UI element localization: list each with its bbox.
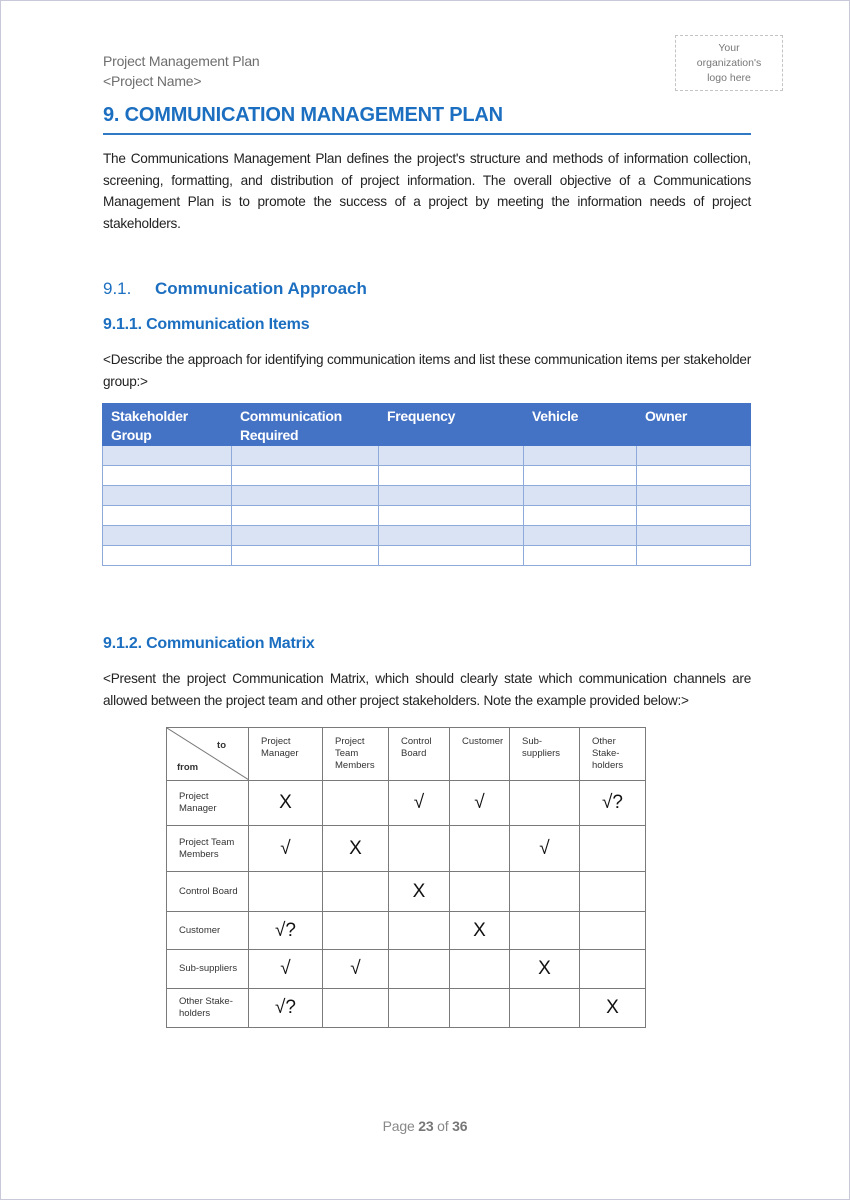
matrix-col-other-stakeholders: Other Stake-holders: [580, 728, 646, 781]
table-row: [103, 546, 751, 566]
matrix-cell: X: [510, 950, 580, 989]
table-row: [103, 446, 751, 466]
table-header-row: [103, 404, 751, 446]
matrix-cell: [580, 950, 646, 989]
matrix-col-project-team-members: Project Team Members: [323, 728, 389, 781]
table-cell[interactable]: [103, 506, 232, 526]
matrix-header-row: [167, 728, 646, 781]
table-cell[interactable]: [379, 526, 524, 546]
logo-placeholder: [675, 35, 783, 91]
table-cell[interactable]: [524, 546, 637, 566]
matrix-cell: [389, 826, 450, 872]
matrix-row-label: Control Board: [167, 872, 249, 912]
table-cell[interactable]: [379, 506, 524, 526]
table-cell[interactable]: [379, 466, 524, 486]
matrix-row-label: Other Stake-holders: [167, 989, 249, 1028]
table-row: [103, 486, 751, 506]
corner-from-label: from: [177, 762, 199, 773]
matrix-cell: [389, 912, 450, 950]
matrix-corner: [167, 728, 249, 781]
col-vehicle: Vehicle: [524, 404, 637, 446]
matrix-cell: [510, 872, 580, 912]
table-cell[interactable]: [637, 546, 751, 566]
table-row: [103, 526, 751, 546]
corner-to-label: to: [217, 740, 226, 751]
matrix-cell: X: [249, 781, 323, 826]
page-total: 36: [452, 1118, 468, 1134]
matrix-cell: √: [450, 781, 510, 826]
matrix-cell: [580, 912, 646, 950]
subsection-title: Communication Approach: [155, 279, 367, 298]
matrix-cell: X: [323, 826, 389, 872]
matrix-heading: 9.1.2. Communication Matrix: [103, 635, 315, 652]
col-frequency: Frequency: [379, 404, 524, 446]
table-cell[interactable]: [103, 466, 232, 486]
table-cell[interactable]: [232, 506, 379, 526]
matrix-cell: √: [249, 826, 323, 872]
table-cell[interactable]: [637, 446, 751, 466]
matrix-row: [167, 872, 646, 912]
matrix-col-project-manager: Project Manager: [249, 728, 323, 781]
matrix-cell: [323, 989, 389, 1028]
subsection-number: 9.1.: [103, 279, 132, 298]
matrix-cell: [450, 989, 510, 1028]
table-cell[interactable]: [232, 446, 379, 466]
matrix-cell: √: [323, 950, 389, 989]
table-cell[interactable]: [524, 506, 637, 526]
matrix-col-customer: Customer: [450, 728, 510, 781]
table-row: [103, 506, 751, 526]
matrix-cell: √?: [249, 989, 323, 1028]
matrix-cell: [389, 950, 450, 989]
table-row: [103, 466, 751, 486]
matrix-cell: [323, 872, 389, 912]
table-cell[interactable]: [232, 486, 379, 506]
matrix-cell: [510, 781, 580, 826]
table-cell[interactable]: [103, 546, 232, 566]
matrix-cell: [249, 872, 323, 912]
col-owner: Owner: [637, 404, 751, 446]
matrix-cell: [323, 912, 389, 950]
table-cell[interactable]: [379, 546, 524, 566]
communication-matrix: [166, 727, 646, 1028]
matrix-cell: √: [510, 826, 580, 872]
subsection-heading: [103, 279, 367, 299]
matrix-col-control-board: Control Board: [389, 728, 450, 781]
communication-items-table: [102, 403, 751, 566]
matrix-row: [167, 826, 646, 872]
matrix-cell: √: [249, 950, 323, 989]
matrix-cell: [450, 950, 510, 989]
logo-line-2: organization's: [696, 57, 762, 69]
matrix-row-label: Customer: [167, 912, 249, 950]
table-cell[interactable]: [103, 486, 232, 506]
matrix-cell: √: [389, 781, 450, 826]
items-heading: 9.1.1. Communication Items: [103, 316, 310, 333]
matrix-cell: X: [450, 912, 510, 950]
matrix-row-label: Sub-suppliers: [167, 950, 249, 989]
matrix-cell: X: [580, 989, 646, 1028]
matrix-cell: [510, 989, 580, 1028]
matrix-cell: [450, 872, 510, 912]
matrix-cell: [580, 826, 646, 872]
matrix-cell: [580, 872, 646, 912]
matrix-row: [167, 912, 646, 950]
document-title: Project Management Plan: [103, 53, 260, 69]
table-cell[interactable]: [232, 546, 379, 566]
matrix-cell: [510, 912, 580, 950]
table-cell[interactable]: [637, 486, 751, 506]
page-footer: [0, 1118, 850, 1134]
table-cell[interactable]: [524, 446, 637, 466]
items-description: <Describe the approach for identifying communication items and list these communication items per stakeholder group:>: [103, 352, 751, 389]
table-cell[interactable]: [524, 466, 637, 486]
table-cell[interactable]: [232, 466, 379, 486]
table-cell[interactable]: [232, 526, 379, 546]
matrix-cell: √?: [580, 781, 646, 826]
matrix-row-label: Project Team Members: [167, 826, 249, 872]
matrix-row: [167, 781, 646, 826]
table-cell[interactable]: [637, 466, 751, 486]
table-cell[interactable]: [103, 446, 232, 466]
table-cell[interactable]: [637, 526, 751, 546]
matrix-cell: [323, 781, 389, 826]
matrix-description: <Present the project Communication Matrix, which should clearly state which communication channels are allowed between the project team and other project stakeholders. Note the example provided below:>: [103, 671, 751, 708]
matrix-row-label: Project Manager: [167, 781, 249, 826]
matrix-cell: √?: [249, 912, 323, 950]
project-name: <Project Name>: [103, 73, 202, 89]
page-label: Page: [382, 1118, 415, 1134]
table-cell[interactable]: [524, 526, 637, 546]
col-stakeholder-group: Stakeholder Group: [103, 404, 232, 446]
table-cell[interactable]: [637, 506, 751, 526]
matrix-cell: [450, 826, 510, 872]
col-communication-required: Communication Required: [232, 404, 379, 446]
heading-rule: [103, 133, 751, 135]
section-intro: The Communications Management Plan defines the project's structure and methods of information collection, screening, formatting, and distribution of project information. The overall objective of a Communications Management Plan is to promote the success of a project by meeting the information needs of project stakeholders.: [103, 151, 751, 231]
logo-line-3: logo here: [707, 72, 751, 84]
matrix-cell: X: [389, 872, 450, 912]
table-cell[interactable]: [103, 526, 232, 546]
table-cell[interactable]: [379, 486, 524, 506]
page-current: 23: [418, 1118, 434, 1134]
matrix-row: [167, 950, 646, 989]
matrix-cell: [389, 989, 450, 1028]
matrix-row: [167, 989, 646, 1028]
section-heading: 9. COMMUNICATION MANAGEMENT PLAN: [103, 104, 503, 126]
logo-line-1: Your: [718, 42, 740, 54]
of-label: of: [437, 1118, 449, 1134]
table-cell[interactable]: [379, 446, 524, 466]
matrix-col-sub-suppliers: Sub-suppliers: [510, 728, 580, 781]
table-cell[interactable]: [524, 486, 637, 506]
